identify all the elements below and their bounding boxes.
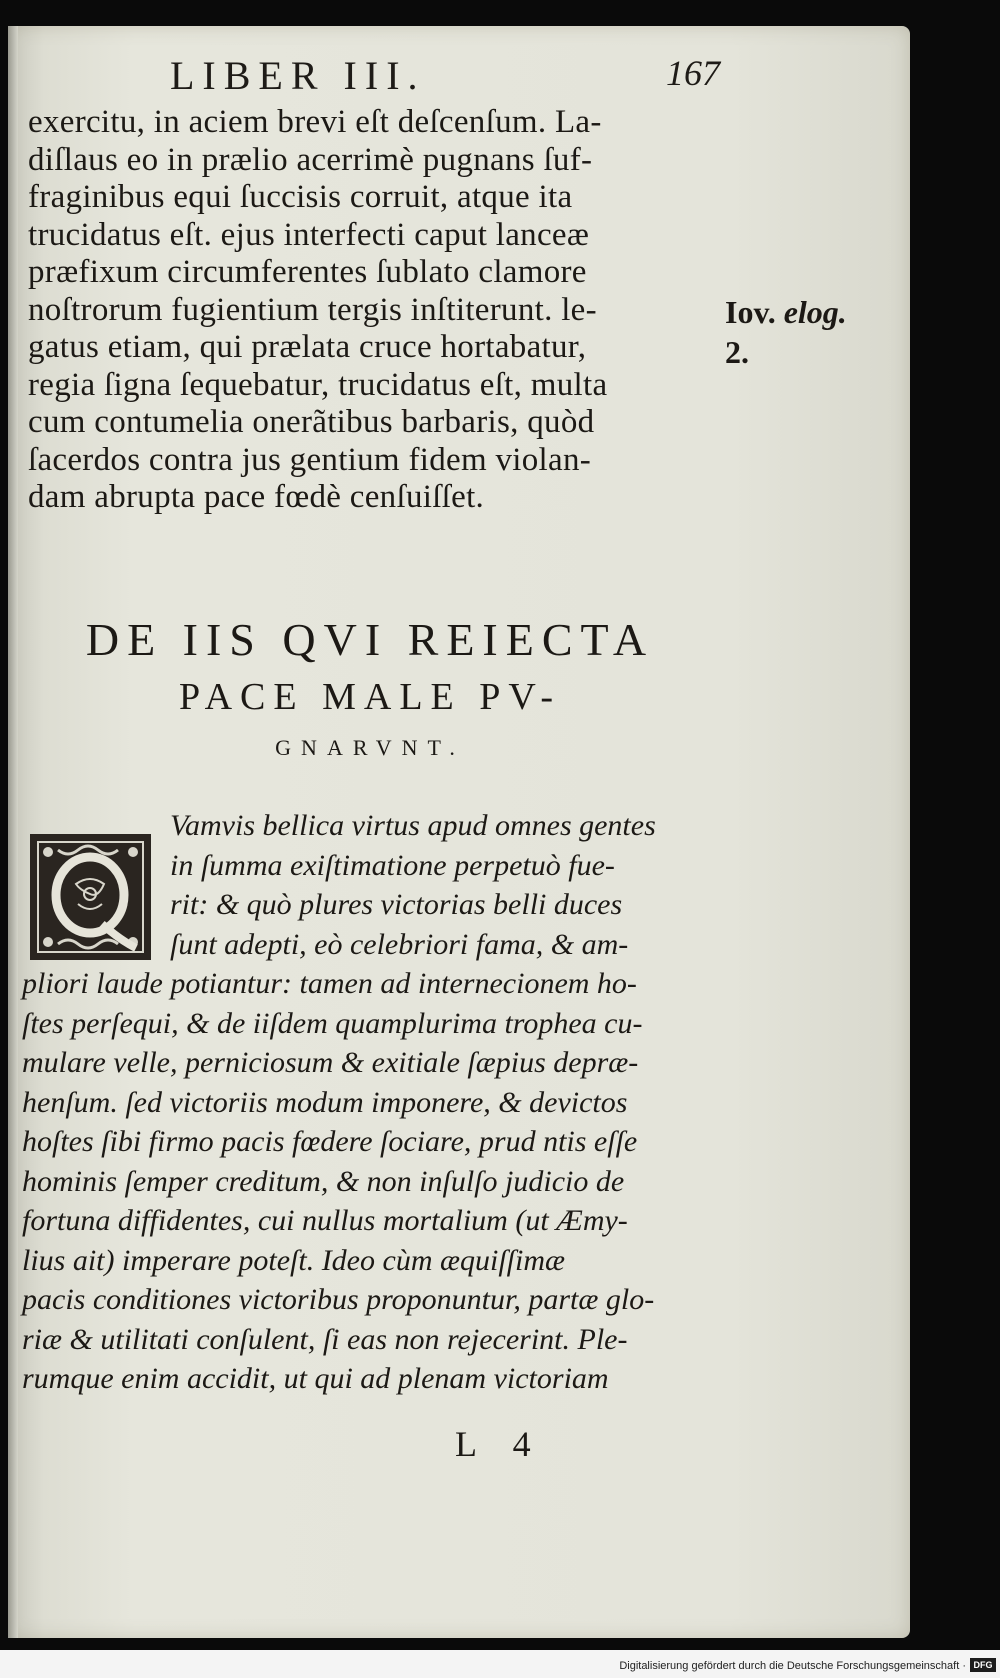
margin-note-number: 2.: [725, 334, 749, 370]
section-title-line-3: GNARVNT.: [275, 735, 465, 760]
text-line: ſtes perſequi, & de iiſdem quamplurima trophea cu-: [22, 1006, 643, 1040]
text-line: ſacerdos contra jus gentium fidem violan-: [28, 441, 592, 478]
running-head: LIBER III.: [170, 53, 426, 98]
text-line: henſum. ſed victoriis modum imponere, & devictos: [22, 1085, 628, 1119]
text-line: exercitu, in aciem brevi eſt deſcenſum. La-: [28, 104, 602, 140]
margin-note-work: elog.: [783, 294, 847, 330]
text-line: hoſtes ſibi firmo pacis fœdere ſociare, prud ntis eſſe: [22, 1125, 638, 1158]
text-line: mulare velle, perniciosum & exitiale ſæpius depræ-: [22, 1046, 639, 1079]
text-line: trucidatus eſt. ejus interfecti caput lanceæ: [28, 216, 590, 253]
text-line: fortuna diffidentes, cui nullus mortalium (ut Æmy-: [22, 1204, 628, 1237]
text-line: dam abrupta pace fœdè cenſuiſſet.: [28, 479, 485, 515]
text-line: Vamvis bellica virtus apud omnes gentes: [170, 809, 656, 842]
marginal-note: [725, 292, 847, 372]
dfg-logo: DFG: [970, 1658, 996, 1672]
page-header: [150, 52, 720, 102]
text-line: pacis conditiones victoribus proponuntur, partæ glo-: [22, 1283, 655, 1316]
body-text-roman: [28, 104, 718, 517]
text-line: ſunt adepti, eò celebriori fama, & am-: [170, 927, 629, 961]
section-title: [20, 610, 720, 772]
text-line: fraginibus equi ſuccisis corruit, atque ita: [28, 179, 573, 215]
section-title-line-2: PACE MALE PV-: [178, 676, 562, 718]
text-line: cum contumelia onerãtibus barbaris, quòd: [28, 404, 595, 440]
margin-note-author: Iov.: [725, 294, 776, 330]
text-line: hominis ſemper creditum, & non inſulſo judicio de: [22, 1164, 625, 1198]
text-line: diſlaus eo in prælio acerrimè pugnans ſuf-: [28, 141, 593, 178]
body-text-italic: [22, 806, 722, 1399]
text-line: noſtrorum fugientium tergis inſtiterunt. le-: [28, 291, 597, 328]
text-line: in ſumma exiſtimatione perpetuò fue-: [170, 848, 615, 882]
funding-credit: Digitalisierung gefördert durch die Deutsche Forschungsgemeinschaft ·: [619, 1660, 966, 1672]
text-line: pliori laude potiantur: tamen ad internecionem ho-: [22, 967, 637, 1000]
drop-cap-letter: Q: [28, 832, 29, 833]
text-line: rit: & quò plures victorias belli duces: [170, 888, 623, 921]
text-line: riæ & utilitati conſulent, ſi eas non rejecerint. Ple-: [22, 1322, 628, 1356]
page-gutter-edge: [8, 26, 18, 1638]
signature-mark: L 4: [455, 1424, 545, 1464]
text-line: gatus etiam, qui prælata cruce hortabatur,: [28, 329, 587, 365]
text-line: lius ait) imperare poteſt. Ideo cùm æquiſſimæ: [22, 1243, 566, 1277]
text-line: rumque enim accidit, ut qui ad plenam victoriam: [22, 1362, 609, 1395]
page-number: 167: [666, 53, 720, 93]
text-line: regia ſigna ſequebatur, trucidatus eſt, multa: [28, 366, 608, 403]
text-line: præfixum circumferentes ſublato clamore: [28, 254, 587, 290]
section-title-line-1: DE IIS QVI REIECTA: [85, 614, 655, 665]
